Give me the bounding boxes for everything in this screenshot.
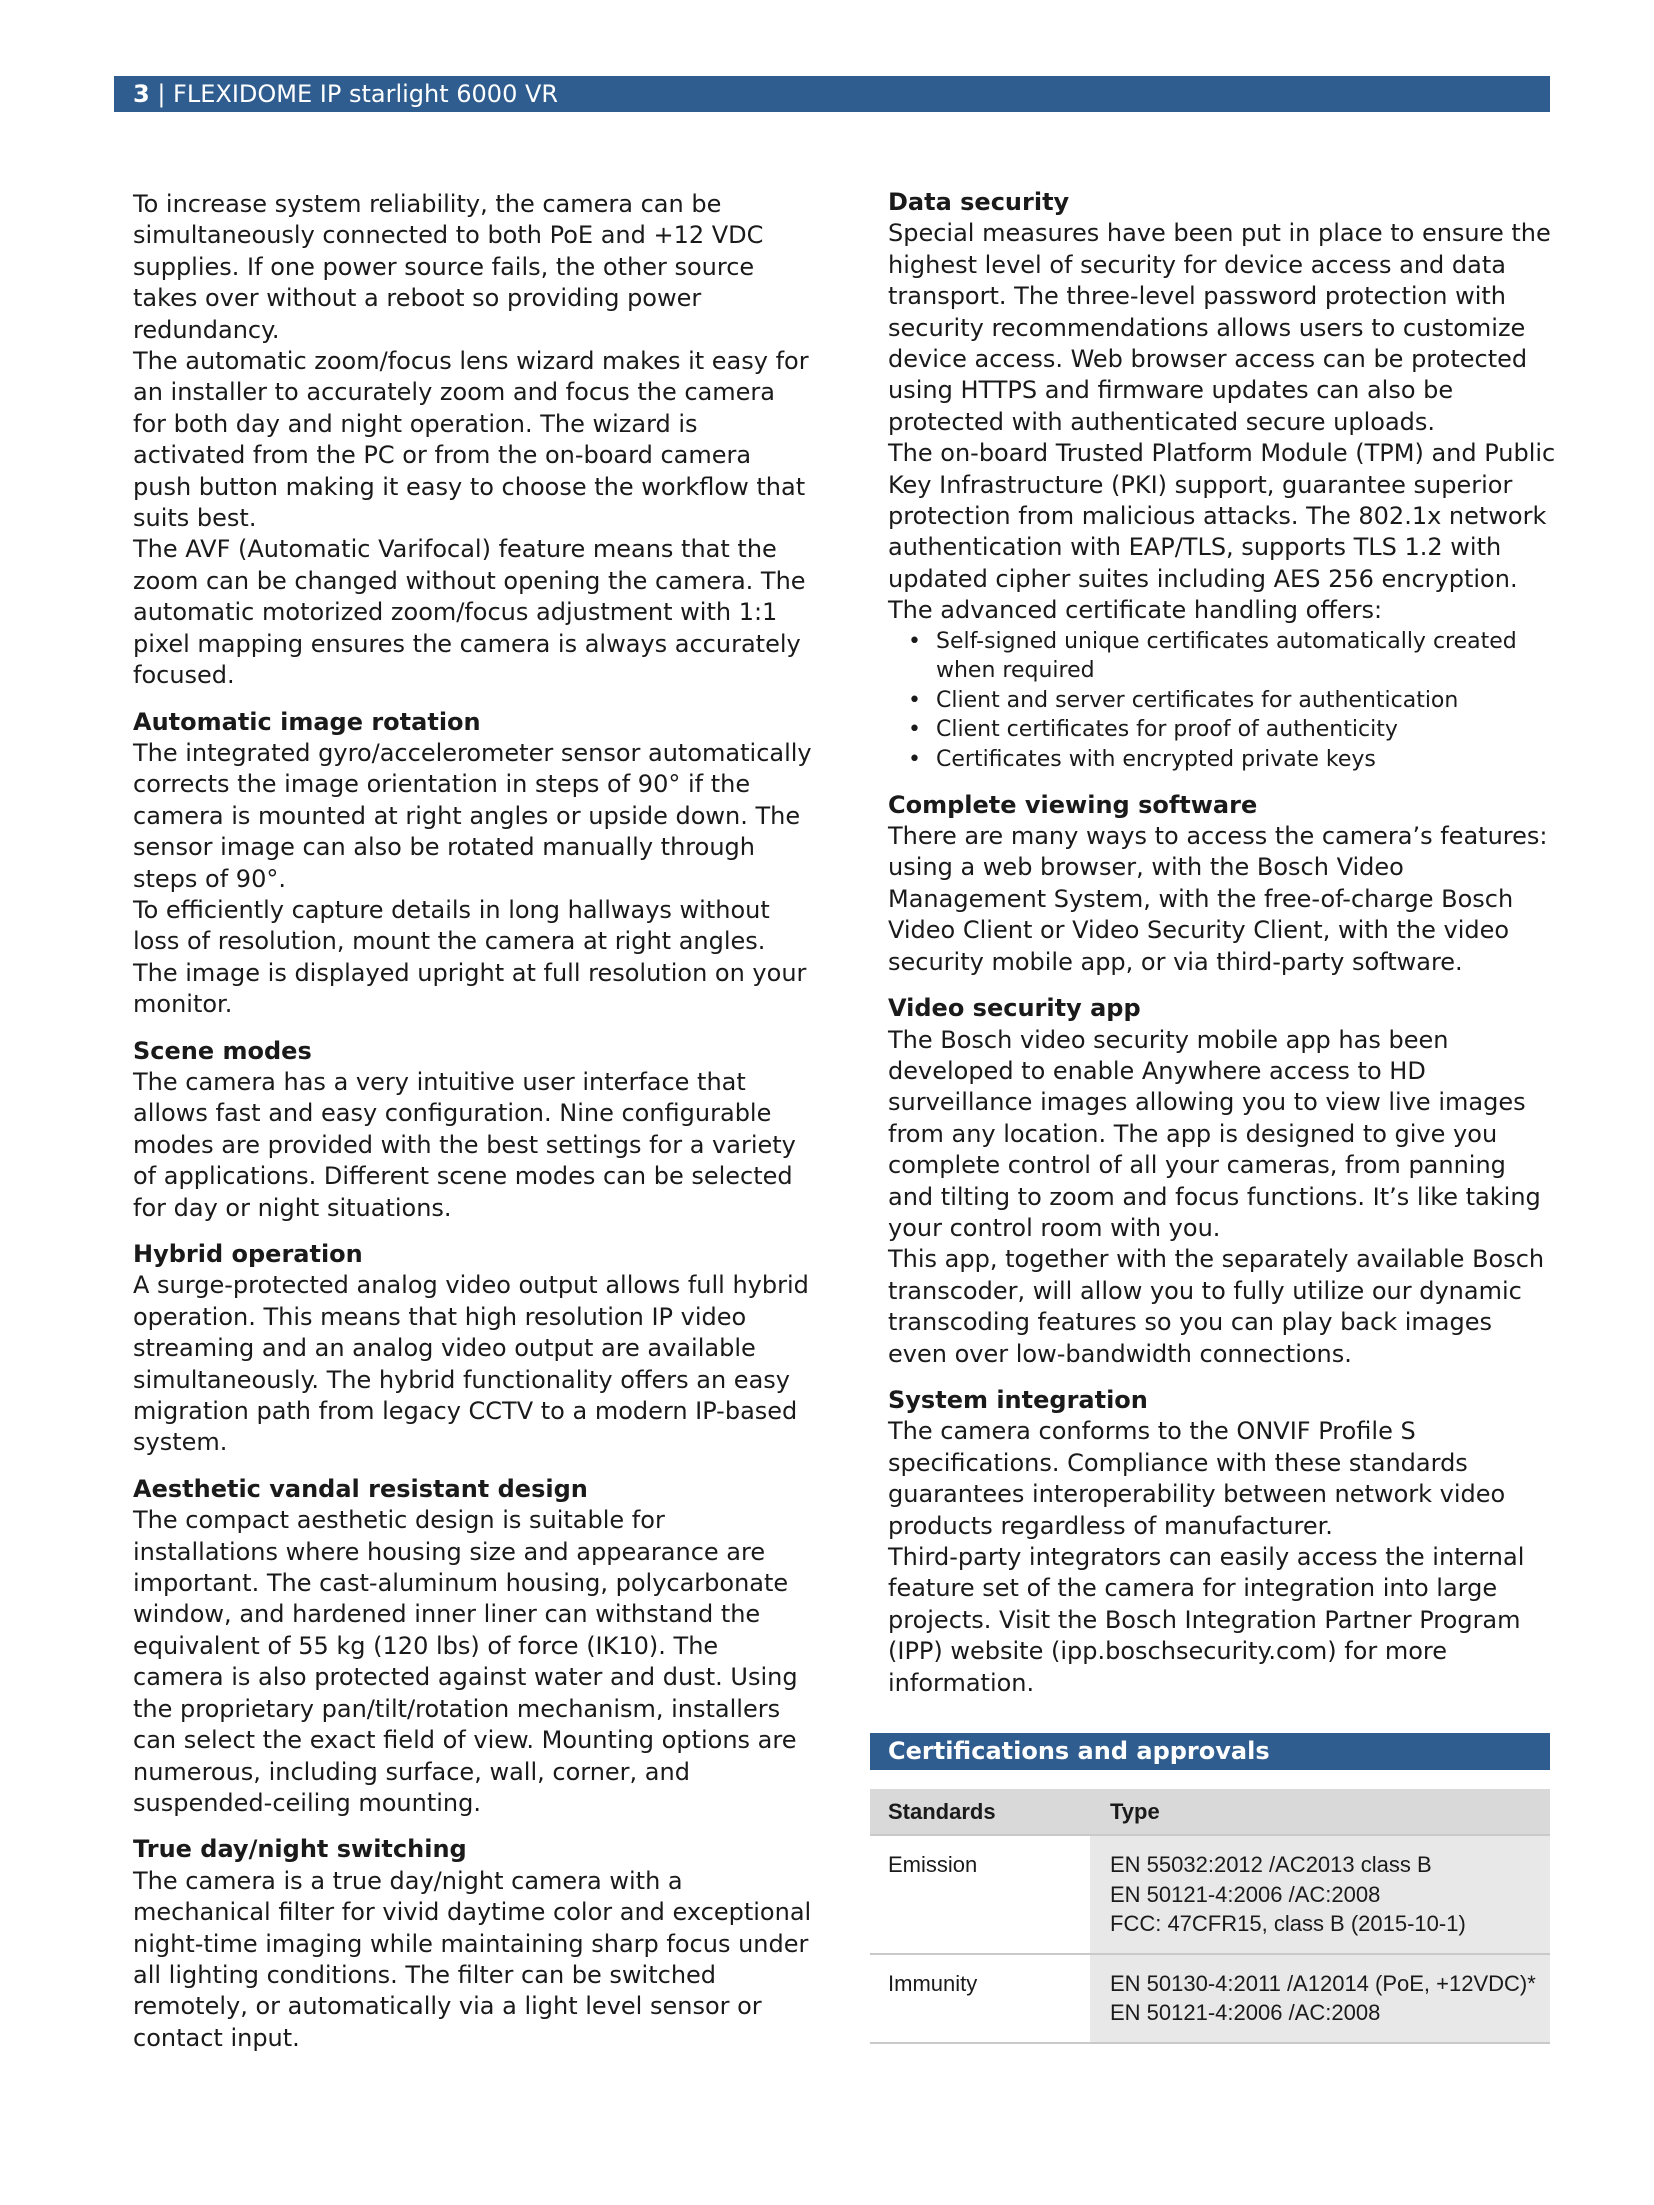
list-item: • Client and server certificates for authentication [888,686,1558,716]
paragraph: The advanced certificate handling offers: [888,596,1383,625]
section-data-security [888,187,1558,775]
header-separator: | [149,80,174,108]
standard-cell: Immunity [870,1954,1090,2043]
section-heading: Video security app [888,994,1141,1023]
certifications-table [870,1789,1550,2044]
section-video-security-app [888,993,1558,1370]
paragraph: The camera conforms to the ONVIF Profile S specifications. Compliance with these standards guarantees interoperability between network video products regardless of manufacturer. [888,1417,1506,1540]
type-line: EN 50121-4:2006 /AC:2008 [1110,1881,1381,1907]
column-header-standards: Standards [870,1789,1090,1835]
section-heading: Scene modes [133,1036,312,1065]
page-header [114,76,1550,112]
intro-section [133,189,813,692]
type-cell [1090,1954,1550,2043]
section-hybrid-operation [133,1239,813,1459]
paragraph: To efficiently capture details in long hallways without loss of resolution, mount the camera at right angles. The image is displayed upright at full resolution on your monitor. [133,895,807,1019]
paragraph: This app, together with the separately available Bosch transcoder, will allow you to fully utilize our dynamic transcoding features so you can play back images even over low-bandwidth connections. [888,1245,1545,1368]
column-header-type: Type [1090,1789,1550,1835]
paragraph: The Bosch video security mobile app has been developed to enable Anywhere access to HD surveillance images allowing you to view live images from any location. The app is designed to give you complete control of all your cameras, from panning and tilting to zoom and focus functions. It’s like taking your control room with you. [888,1025,1541,1242]
section-system-integration [888,1385,1558,1699]
section-heading: True day/night switching [133,1835,467,1864]
paragraph: The camera is a true day/night camera with a mechanical filter for vivid daytime color and exceptional night-time imaging while maintaining sharp focus under all lighting conditions. The filter can be switched remotely, or automatically via a light level sensor or contact input. [133,1866,812,2052]
section-heading: System integration [888,1385,1148,1414]
right-column [888,187,1558,1699]
standard-cell: Emission [870,1835,1090,1954]
certificate-list [888,627,1558,775]
table-row [870,1835,1550,1954]
document-title: FLEXIDOME IP starlight 6000 VR [173,80,559,108]
paragraph: Special measures have been put in place to ensure the highest level of security for device access and data transport. The three-level password protection with security recommendations allows users to customize device access. Web browser access can be protected using HTTPS and firmware updates can also be protected with authenticated secure uploads. [888,219,1551,436]
paragraph: To increase system reliability, the camera can be simultaneously connected to both PoE and +12 VDC supplies. If one power source fails, the other source takes over without a reboot so providing power redundancy. [133,190,764,344]
paragraph: The compact aesthetic design is suitable for installations where housing size and appearance are important. The cast-aluminum housing, polycarbonate window, and hardened inner liner can withstand the equivalent of 55 kg (120 lbs) of force (IK10). The camera is also protected against water and dust. Using the proprietary pan/tilt/rotation mechanism, installers can select the exact field of view. Mounting options are numerous, including surface, wall, corner, and suspended-ceiling mounting. [133,1506,798,1817]
section-scene-modes [133,1036,813,1224]
paragraph: The integrated gyro/accelerometer sensor automatically corrects the image orientation in steps of 90° if the camera is mounted at right angles or upside down. The sensor image can also be rotated manually through steps of 90°. [133,738,812,893]
type-line: EN 50130-4:2011 /A12014 (PoE, +12VDC)* [1110,1970,1536,1996]
list-item: • Self-signed unique certificates automatically created when required [888,627,1558,686]
table-header-row [870,1789,1550,1835]
paragraph: The automatic zoom/focus lens wizard makes it easy for an installer to accurately zoom and focus the camera for both day and night operation. The wizard is activated from the PC or from the on-board camera push button making it easy to choose the workflow that suits best. [133,347,809,533]
left-column [133,189,813,2054]
certifications-title: Certifications and approvals [870,1733,1550,1770]
paragraph: The on-board Trusted Platform Module (TPM) and Public Key Infrastructure (PKI) support, guarantee superior protection from malicious attacks. The 802.1x network authentication with EAP/TLS, supports TLS 1.2 with updated cipher suites including AES 256 encryption. [888,439,1556,593]
section-heading: Data security [888,188,1070,216]
section-day-night-switching [133,1834,813,2054]
section-viewing-software [888,790,1558,978]
paragraph: The AVF (Automatic Varifocal) feature means that the zoom can be changed without opening the camera. The automatic motorized zoom/focus adjustment with 1:1 pixel mapping ensures the camera is always accurately focused. [133,535,806,690]
page-number: 3 [133,80,150,108]
section-automatic-image-rotation [133,707,813,1021]
type-line: FCC: 47CFR15, class B (2015-10-1) [1110,1911,1466,1937]
type-line: EN 55032:2012 /AC2013 class B [1110,1852,1432,1877]
paragraph: The camera has a very intuitive user interface that allows fast and easy configuration. Nine configurable modes are provided with the best settings for a variety of applications. Different scene modes can be selected for day or night situations. [133,1067,796,1222]
paragraph: There are many ways to access the camera’s features: using a web browser, with the Bosch Video Management System, with the free-of-charge Bosch Video Client or Video Security Client, with the video security mobile app, or via third-party software. [888,822,1548,976]
table-row [870,1954,1550,2043]
section-heading: Aesthetic vandal resistant design [133,1474,588,1503]
paragraph: A surge-protected analog video output allows full hybrid operation. This means that high resolution IP video streaming and an analog video output are available simultaneously. The hybrid functionality offers an easy migration path from legacy CCTV to a modern IP-based system. [133,1271,809,1457]
paragraph: Third-party integrators can easily access the internal feature set of the camera for integration into large projects. Visit the Bosch Integration Partner Program (IPP) website (ipp.boschsecurity.com) for more information. [888,1543,1525,1697]
list-item: • Certificates with encrypted private keys [888,745,1558,775]
type-cell [1090,1835,1550,1954]
section-heading: Hybrid operation [133,1240,363,1268]
type-line: EN 50121-4:2006 /AC:2008 [1110,2000,1381,2026]
section-heading: Complete viewing software [888,790,1258,819]
section-aesthetic-design [133,1474,813,1819]
section-heading: Automatic image rotation [133,707,481,736]
list-item: • Client certificates for proof of authenticity [888,715,1558,745]
